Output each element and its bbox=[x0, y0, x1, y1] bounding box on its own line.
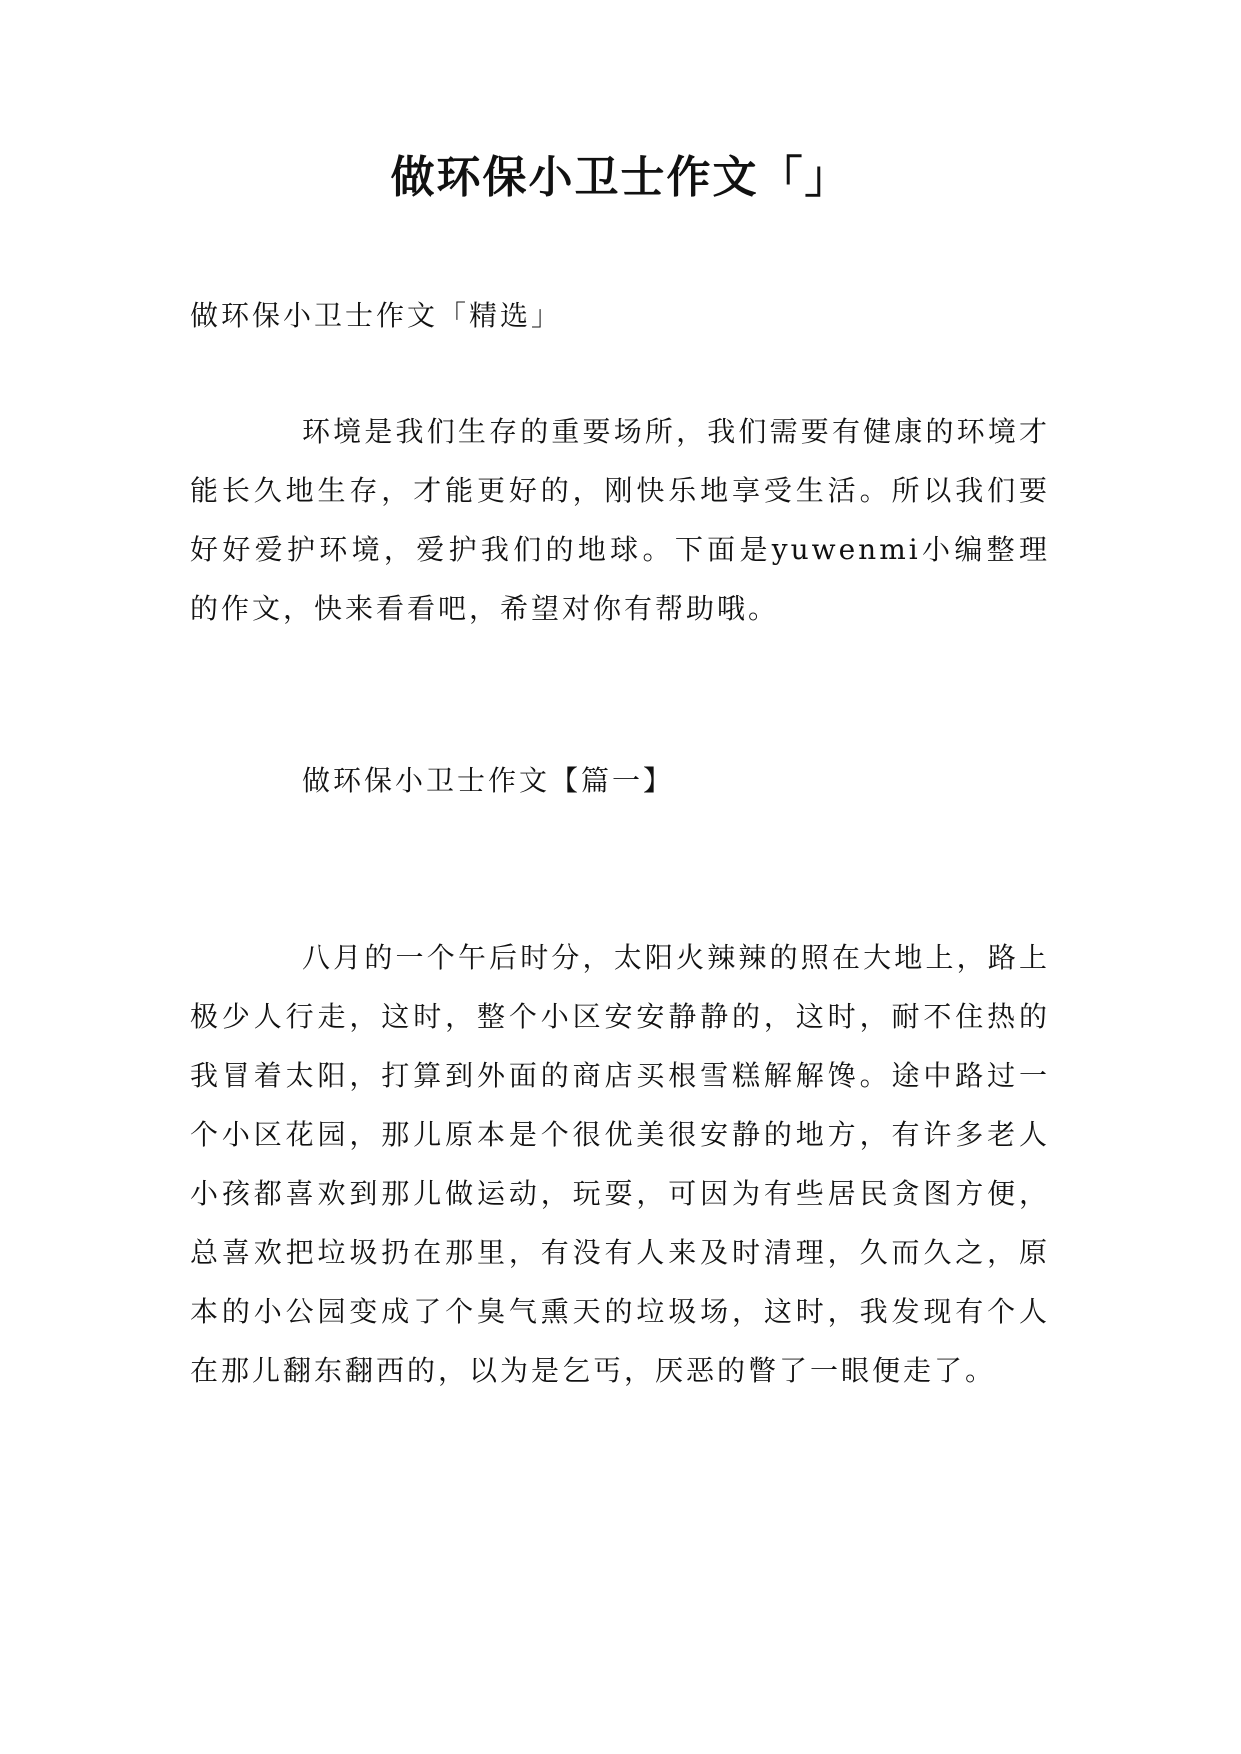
story-paragraph: 八月的一个午后时分，太阳火辣辣的照在大地上，路上极少人行走，这时，整个小区安安静静的，这时，耐不住热的我冒着太阳，打算到外面的商店买根雪糕解解馋。途中路过一个小区花园，那儿原本是个很优美很安静的地方，有许多老人小孩都喜欢到那儿做运动，玩耍，可因为有些居民贪图方便，总喜欢把垃圾扔在那里，有没有人来及时清理，久而久之，原本的小公园变成了个臭气熏天的垃圾场，这时，我发现有个人在那儿翻东翻西的，以为是乞丐，厌恶的瞥了一眼便走了。 bbox=[190, 941, 1050, 1387]
section-heading: 做环保小卫士作文【篇一】 bbox=[302, 764, 675, 797]
document-subtitle: 做环保小卫士作文「精选」 bbox=[190, 299, 563, 332]
document-title: 做环保小卫士作文「」 bbox=[390, 152, 851, 203]
intro-paragraph: 环境是我们生存的重要场所，我们需要有健康的环境才能长久地生存，才能更好的，刚快乐地享受生活。所以我们要好好爱护环境，爱护我们的地球。下面是yuwenmi小编整理的作文，快来看看吧，希望对你有帮助哦。 bbox=[190, 415, 1050, 625]
